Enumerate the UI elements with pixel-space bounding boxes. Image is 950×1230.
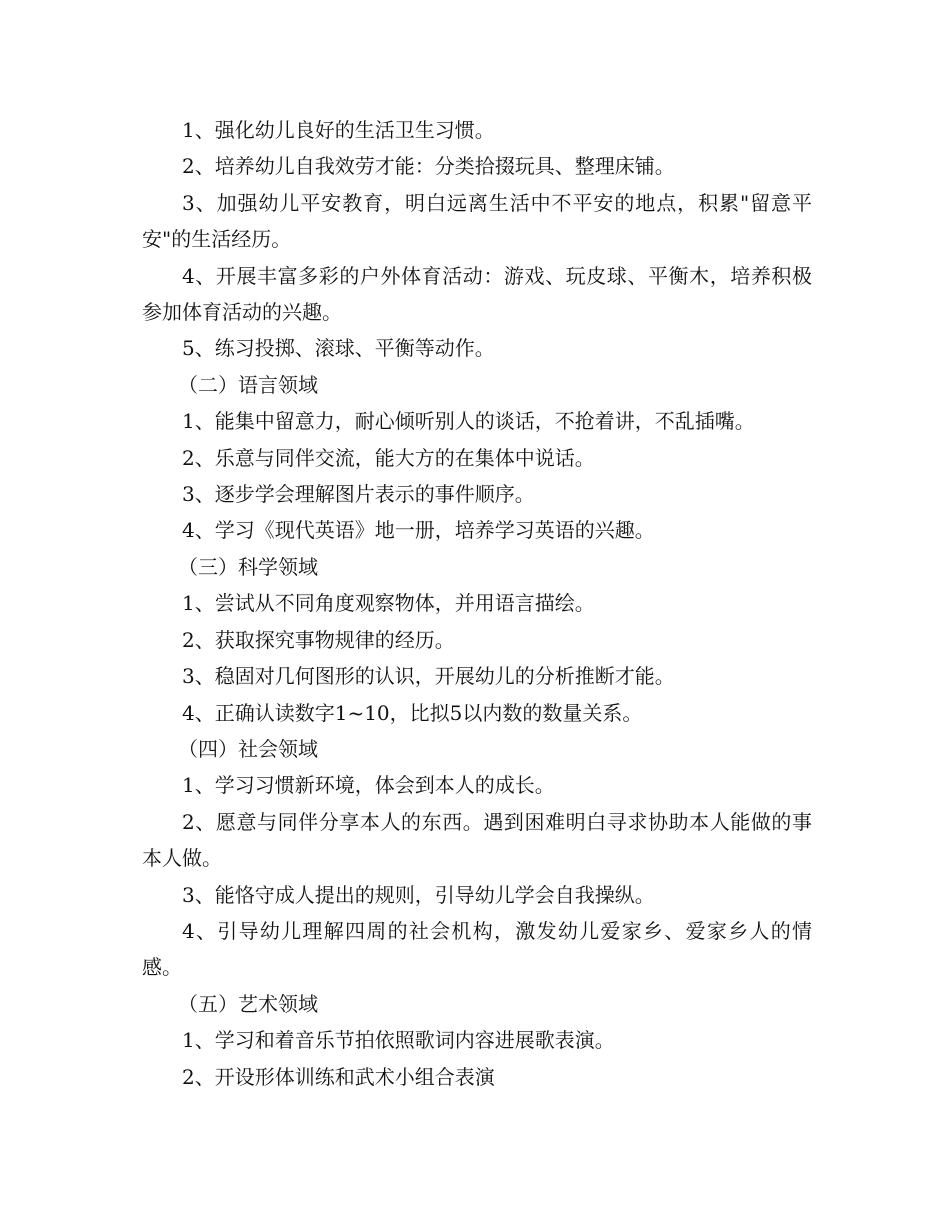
list-item: 1、学习习惯新环境，体会到本人的成长。 <box>182 773 555 798</box>
section-heading-science: （三）科学领域 <box>178 554 318 579</box>
list-item: 2、开设形体训练和武术小组合表演 <box>182 1064 495 1089</box>
list-item: 3、逐步学会理解图片表示的事件顺序。 <box>182 482 535 507</box>
section-heading-art: （五）艺术领域 <box>178 991 318 1016</box>
list-item: 2、培养幼儿自我效劳才能：分类拾掇玩具、整理床铺。 <box>182 154 675 179</box>
list-item: 5、练习投掷、滚球、平衡等动作。 <box>182 336 495 361</box>
section-heading-language: （二）语言领域 <box>178 372 318 397</box>
list-item: 4、引导幼儿理解四周的社会机构，激发幼儿爱家乡、爱家乡人的情感。 <box>142 918 812 980</box>
list-item: 3、能恪守成人提出的规则，引导幼儿学会自我操纵。 <box>182 882 655 907</box>
list-item: 3、加强幼儿平安教育，明白远离生活中不平安的地点，积累"留意平安"的生活经历。 <box>142 190 812 252</box>
list-item: 1、学习和着音乐节拍依照歌词内容进展歌表演。 <box>182 1028 615 1053</box>
list-item: 2、获取探究事物规律的经历。 <box>182 627 455 652</box>
list-item: 4、开展丰富多彩的户外体育活动：游戏、玩皮球、平衡木，培养积极参加体育活动的兴趣。 <box>142 263 812 325</box>
document-body <box>142 112 812 1095</box>
list-item: 1、尝试从不同角度观察物体，并用语言描绘。 <box>182 591 595 616</box>
list-item: 1、能集中留意力，耐心倾听别人的谈话，不抢着讲，不乱插嘴。 <box>182 409 755 434</box>
list-item: 4、学习《现代英语》地一册，培养学习英语的兴趣。 <box>182 518 655 543</box>
section-heading-society: （四）社会领域 <box>178 736 318 761</box>
list-item: 2、愿意与同伴分享本人的东西。遇到困难明白寻求协助本人能做的事本人做。 <box>142 809 812 871</box>
list-item: 1、强化幼儿良好的生活卫生习惯。 <box>182 118 495 142</box>
list-item: 2、乐意与同伴交流，能大方的在集体中说话。 <box>182 445 595 470</box>
list-item: 4、正确认读数字1~10，比拟5以内数的数量关系。 <box>182 700 643 725</box>
list-item: 3、稳固对几何图形的认识，开展幼儿的分析推断才能。 <box>182 664 675 689</box>
